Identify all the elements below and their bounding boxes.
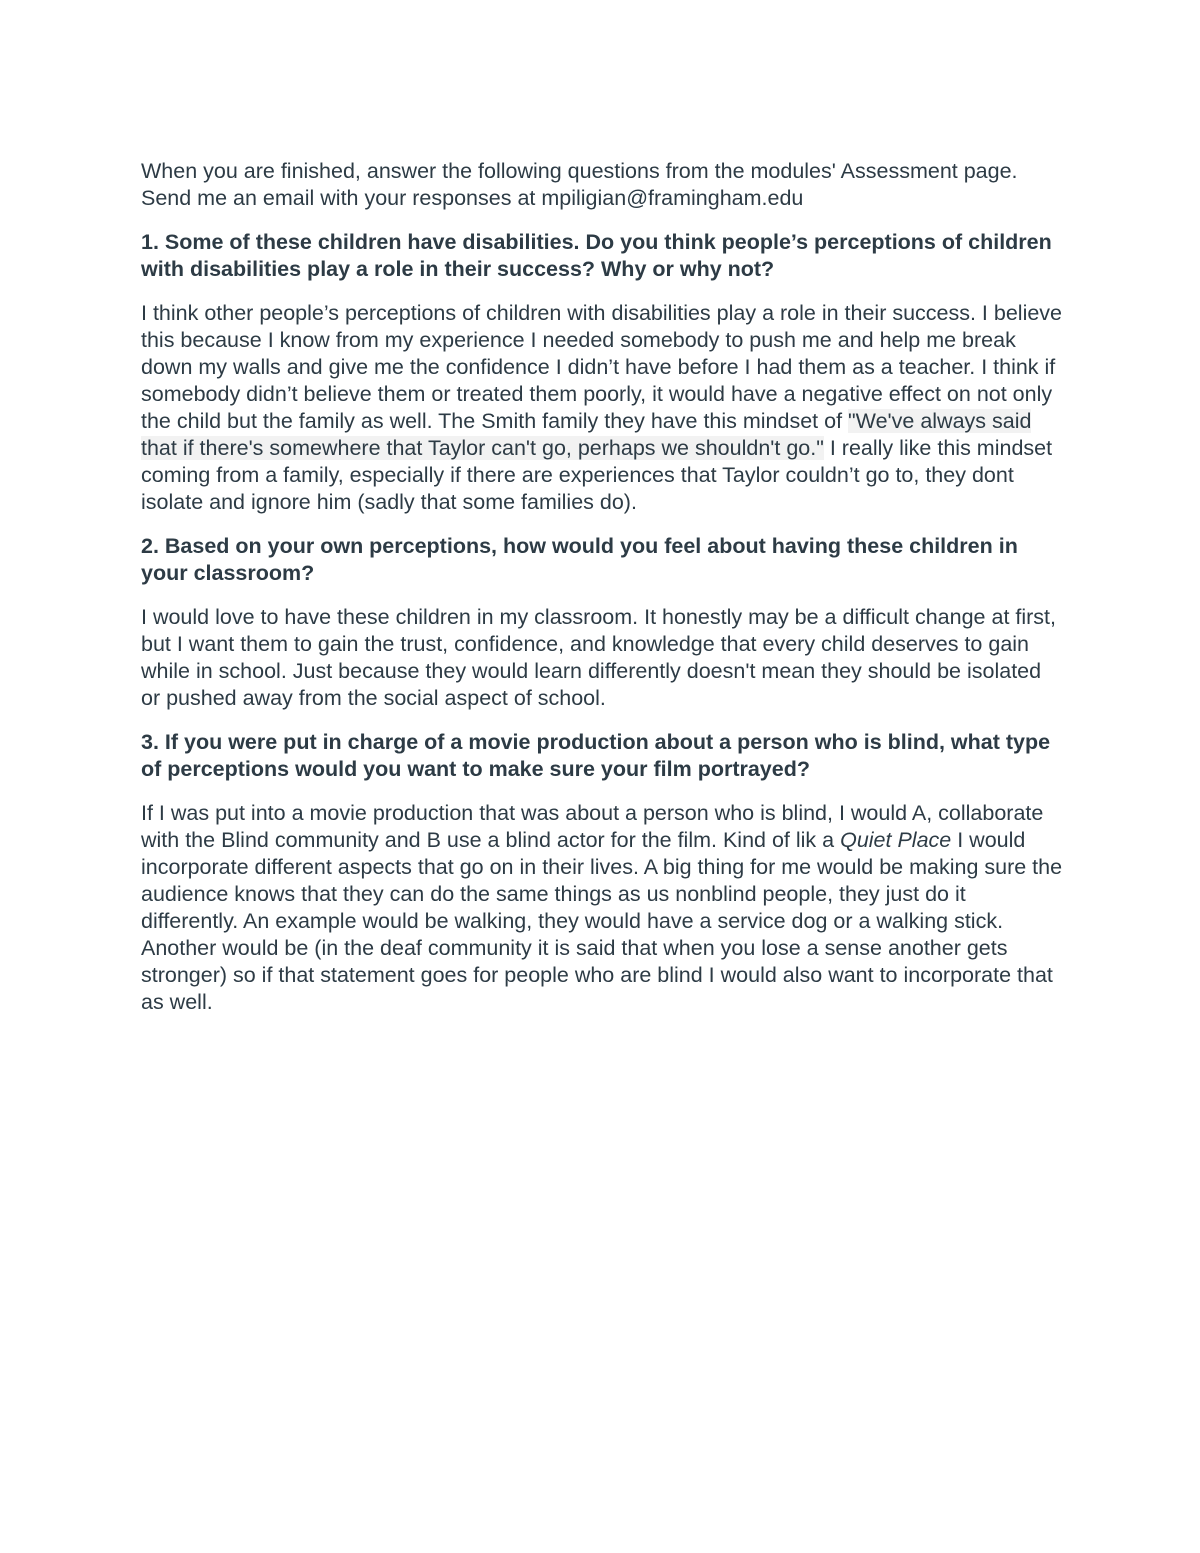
answer-1 <box>141 300 1066 516</box>
answer-3 <box>141 800 1066 1016</box>
answer-3-movie-title: Quiet Place <box>840 828 952 852</box>
question-3: 3. If you were put in charge of a movie production about a person who is blind, what type of perceptions would you want to make sure your film portrayed? <box>141 730 1051 781</box>
document-page <box>141 158 1066 1033</box>
answer-3-part2: I would incorporate different aspects that go on in their lives. A big thing for me would be making sure the audience knows that they can do the same things as us nonblind people, they just do it differently. An example would be walking, they would have a service dog or a walking stick. Another would be (in the deaf community it is said that when you lose a sense another gets stronger) so if that statement goes for people who are blind I would also want to incorporate that as well. <box>141 828 1063 1014</box>
question-1: 1. Some of these children have disabilities. Do you think people’s perceptions of children with disabilities play a role in their success? Why or why not? <box>141 230 1052 281</box>
answer-1-part1: I think other people’s perceptions of children with disabilities play a role in their success. I believe this because I know from my experience I needed somebody to push me and help me break down my walls and give me the confidence I didn’t have before I had them as a teacher. I think if somebody didn’t believe them or treated them poorly, it would have a negative effect on not only the child but the family as well. The Smith family they have this mindset of <box>141 301 1063 433</box>
answer-1-quote: "We've always said that if there's somewhere that Taylor can't go, perhaps we shouldn't go." <box>141 409 1032 460</box>
intro-paragraph: When you are finished, answer the following questions from the modules' Assessment page. Send me an email with your responses at mpiligian@framingham.edu <box>141 159 1018 210</box>
answer-1-part2: I really like this mindset coming from a family, especially if there are experiences that Taylor couldn’t go to, they dont isolate and ignore him (sadly that some families do). <box>141 436 1053 514</box>
question-2: 2. Based on your own perceptions, how would you feel about having these children in your classroom? <box>141 534 1018 585</box>
answer-2: I would love to have these children in my classroom. It honestly may be a difficult change at first, but I want them to gain the trust, confidence, and knowledge that every child deserves to gain while in school. Just because they would learn differently doesn't mean they should be isolated or pushed away from the social aspect of school. <box>141 605 1056 710</box>
answer-3-part1: If I was put into a movie production that was about a person who is blind, I would A, collaborate with the Blind community and B use a blind actor for the film. Kind of lik a <box>141 801 1044 852</box>
